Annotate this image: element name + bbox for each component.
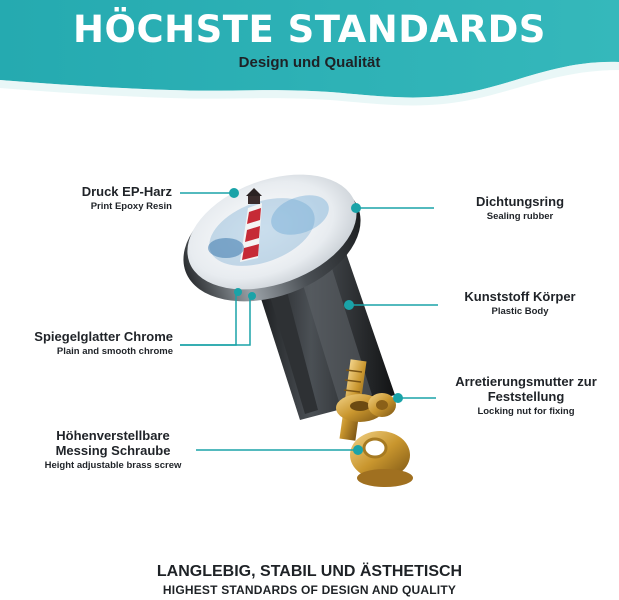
label-screw: [29, 428, 197, 472]
label-chrome: [34, 329, 173, 358]
label-nut-de2: Feststellung: [487, 389, 565, 404]
label-body-de: Kunststoff Körper: [464, 289, 576, 304]
label-nut: [436, 374, 616, 418]
page-title: HÖCHSTE STANDARDS: [73, 8, 546, 51]
label-screw-en: Height adjustable brass screw: [44, 460, 182, 471]
label-nut-en: Locking nut for fixing: [477, 406, 575, 417]
footer-headline: LANGLEBIG, STABIL UND ÄSTHETISCH: [156, 563, 463, 580]
label-body: [440, 289, 600, 318]
footer-subline: HIGHEST STANDARDS OF DESIGN AND QUALITY: [162, 583, 457, 597]
label-screw-de1: Höhenverstellbare: [56, 428, 170, 443]
label-resin: [82, 184, 172, 213]
label-resin-en: Print Epoxy Resin: [90, 201, 172, 212]
label-chrome-en: Plain and smooth chrome: [56, 346, 173, 357]
label-resin-de: Druck EP-Harz: [81, 184, 172, 199]
label-nut-de1: Arretierungsmutter zur: [455, 374, 597, 389]
label-seal-de: Dichtungsring: [475, 194, 565, 209]
label-screw-de2: Messing Schraube: [55, 443, 171, 458]
label-seal: [440, 194, 600, 223]
label-body-en: Plastic Body: [491, 306, 549, 317]
page-subtitle: Design und Qualität: [238, 54, 381, 71]
label-seal-en: Sealing rubber: [486, 211, 554, 222]
label-chrome-de: Spiegelglatter Chrome: [34, 329, 173, 344]
